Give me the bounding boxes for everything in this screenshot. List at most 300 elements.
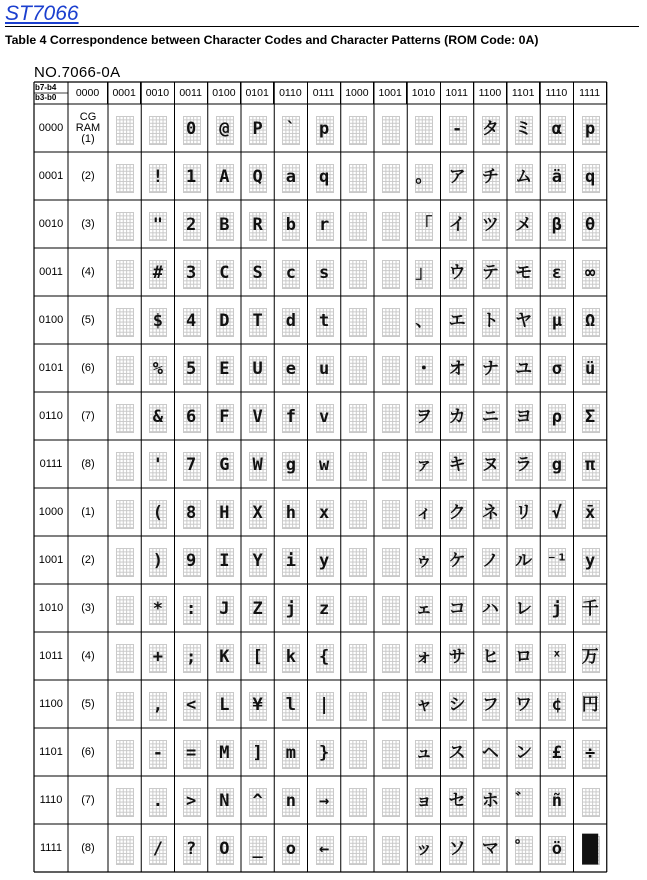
glyph-character: ) [152,551,163,572]
glyph-cell [415,308,433,336]
glyph-cell [282,404,300,432]
glyph-character: = [186,743,197,764]
glyph-character: | [319,695,330,716]
glyph-character: K [219,647,230,668]
glyph-character: G [219,455,230,476]
glyph-character: シ [448,695,466,716]
glyph-character: 」 [415,263,433,284]
glyph-character: ォ [415,647,433,668]
glyph-cell [349,212,367,240]
glyph-cell [183,356,201,384]
header-rule [5,26,639,27]
column-header-1101: 1101 [507,82,540,104]
glyph-cell [548,596,566,624]
glyph-character: ? [186,839,197,860]
glyph-cell [582,212,600,240]
row-code-0110: 0110 [39,410,63,422]
glyph-cell [548,116,566,144]
glyph-character: カ [448,407,466,428]
glyph-cell [515,308,533,336]
glyph-cell [216,260,234,288]
glyph-character: { [319,647,330,668]
glyph-cell [582,308,600,336]
glyph-cell [149,788,167,816]
table-corner [34,82,68,104]
glyph-cell [515,644,533,672]
glyph-cell [183,836,201,864]
glyph-character: N [219,791,230,812]
glyph-cell [349,740,367,768]
glyph-character: 千 [581,599,599,620]
glyph-cell [249,692,267,720]
glyph-cell [548,836,566,864]
glyph-character: ( [152,503,163,524]
glyph-character: ア [448,167,466,188]
table-caption: Table 4 Correspondence between Character Codes and Character Patterns (ROM Code: 0A) [5,33,539,47]
glyph-cell [582,356,600,384]
glyph-cell [149,548,167,576]
glyph-character: ツ [481,215,499,236]
glyph-cell [415,164,433,192]
glyph-cell [382,164,400,192]
glyph-character: n [285,791,296,812]
glyph-cell [183,644,201,672]
glyph-character: ä [551,167,562,188]
glyph-character: ロ [515,647,533,668]
glyph-cell [449,788,467,816]
glyph-character: 0 [186,119,197,140]
row-code-1111: 1111 [39,842,63,854]
glyph-character: r [319,215,330,236]
glyph-character: D [219,311,230,332]
glyph-character: 2 [186,215,197,236]
glyph-cell [216,740,234,768]
glyph-cell [582,596,600,624]
glyph-character: ェ [415,599,433,620]
glyph-cell [482,356,500,384]
glyph-cell [449,740,467,768]
glyph-character: q [585,167,596,188]
glyph-cell [149,356,167,384]
column-header-0110: 0110 [274,82,307,104]
glyph-cell [116,404,134,432]
glyph-cell [548,212,566,240]
glyph-cell [282,788,300,816]
glyph-cell [349,308,367,336]
glyph-cell [282,644,300,672]
glyph-character: セ [448,791,466,812]
glyph-cell [382,644,400,672]
glyph-cell [548,260,566,288]
column-header-0010: 0010 [141,82,174,104]
glyph-character: ¥ [252,695,263,716]
row-code-1011: 1011 [39,650,63,662]
glyph-cell [449,452,467,480]
glyph-cell [382,788,400,816]
glyph-character: I [219,551,230,572]
glyph-character: j [285,599,296,620]
glyph-character: α [551,119,562,140]
glyph-character: ャ [415,695,433,716]
glyph-cell [515,692,533,720]
glyph-cell [249,788,267,816]
glyph-cell [582,740,600,768]
glyph-cell [515,452,533,480]
row-code-0011: 0011 [39,266,63,278]
glyph-character: フ [481,695,499,716]
glyph-character: ソ [448,839,466,860]
glyph-character: " [152,215,163,236]
glyph-character: ^ [252,791,263,812]
glyph-character: ネ [481,503,499,524]
glyph-cell [482,500,500,528]
glyph-cell [249,308,267,336]
glyph-character: 。 [415,167,433,188]
glyph-cell [349,356,367,384]
glyph-character: , [152,695,163,716]
glyph-cell [515,788,533,816]
glyph-character: マ [481,839,499,860]
glyph-cell [183,452,201,480]
glyph-cell [282,308,300,336]
glyph-cell [449,596,467,624]
glyph-character: # [152,263,163,284]
glyph-cell [249,596,267,624]
glyph-cell [249,164,267,192]
glyph-cell [282,356,300,384]
glyph-cell [515,548,533,576]
glyph-cell [482,212,500,240]
glyph-cell [116,692,134,720]
glyph-cell [548,692,566,720]
row-code-1000: 1000 [38,506,64,518]
glyph-character: テ [481,263,499,284]
glyph-cell [183,260,201,288]
row-cg-label: CG RAM (1) [75,110,101,145]
row-cg-label: (4) [81,265,95,278]
glyph-cell [482,692,500,720]
glyph-character: i [285,551,296,572]
glyph-character: ∞ [585,263,596,284]
glyph-character: ö [551,839,562,860]
glyph-character: + [152,647,163,668]
glyph-character: y [585,551,596,572]
glyph-cell [149,452,167,480]
glyph-cell [449,212,467,240]
glyph-cell [349,596,367,624]
glyph-cell [548,356,566,384]
glyph-character: ü [585,359,596,380]
glyph-cell [316,452,334,480]
glyph-character: C [219,263,230,284]
glyph-cell [149,260,167,288]
glyph-cell [482,740,500,768]
glyph-cell [183,596,201,624]
glyph-cell [116,836,134,864]
row-code-1101: 1101 [39,746,63,758]
glyph-character: $ [152,311,163,332]
column-header-0011: 0011 [175,82,208,104]
row-cg-label: (6) [81,361,95,374]
glyph-cell [449,164,467,192]
glyph-character: ¢ [551,695,562,716]
glyph-cell [116,308,134,336]
glyph-cell [149,596,167,624]
glyph-cell [415,260,433,288]
glyph-cell [482,836,500,864]
column-header-0111: 0111 [308,82,341,104]
glyph-cell [249,644,267,672]
glyph-character: μ [551,311,562,332]
glyph-cell [382,356,400,384]
glyph-character: > [186,791,197,812]
glyph-cell [216,212,234,240]
row-code-1100: 1100 [39,698,63,710]
glyph-cell [216,692,234,720]
column-header-1010: 1010 [407,82,440,104]
row-cg-label: (3) [81,601,95,614]
glyph-character: - [452,119,463,140]
glyph-cell [116,644,134,672]
glyph-cell [449,692,467,720]
glyph-character: ! [152,167,163,188]
table-name: NO.7066-0A [34,64,121,81]
glyph-character: ρ [551,407,562,428]
glyph-character: Q [252,167,263,188]
glyph-cell [582,836,600,864]
glyph-character: ⁻¹ [546,551,568,572]
glyph-cell [582,260,600,288]
glyph-cell [149,116,167,144]
glyph-cell [482,308,500,336]
row-cg-label: (2) [81,553,95,566]
glyph-character: ァ [415,455,433,476]
glyph-character: k [285,647,296,668]
glyph-cell [515,500,533,528]
glyph-cell [149,212,167,240]
glyph-cell [582,164,600,192]
glyph-character: エ [448,311,466,332]
glyph-cell [449,836,467,864]
glyph-character: ョ [415,791,433,812]
glyph-cell [482,644,500,672]
glyph-cell [249,260,267,288]
glyph-cell [216,548,234,576]
glyph-cell [183,740,201,768]
glyph-cell [449,404,467,432]
glyph-character: サ [448,647,466,668]
glyph-character: t [319,311,330,332]
glyph-cell [282,548,300,576]
glyph-cell [582,692,600,720]
column-header-0101: 0101 [241,82,274,104]
glyph-cell [316,308,334,336]
row-cg-label: (5) [81,697,95,710]
glyph-character: ュ [415,743,433,764]
glyph-cell [382,692,400,720]
glyph-character: ノ [481,551,499,572]
glyph-cell [482,452,500,480]
glyph-character: リ [515,503,533,524]
glyph-cell [349,116,367,144]
glyph-character: g [551,455,562,476]
glyph-cell [316,740,334,768]
glyph-cell [415,548,433,576]
glyph-character: ; [186,647,197,668]
glyph-character: ε [551,263,562,284]
glyph-cell [548,404,566,432]
glyph-cell [249,212,267,240]
glyph-cell [515,740,533,768]
glyph-cell [183,404,201,432]
glyph-cell [249,740,267,768]
glyph-character: √ [551,503,562,524]
glyph-character: 円 [581,695,599,716]
glyph-character: ハ [481,599,499,620]
glyph-character: ル [515,551,533,572]
row-code-0111: 0111 [39,458,63,470]
glyph-character: 4 [186,311,197,332]
corner-top-label: b7-b4 [35,83,57,92]
glyph-cell [282,260,300,288]
glyph-cell [349,452,367,480]
glyph-character: 3 [186,263,197,284]
glyph-character: p [319,119,330,140]
glyph-character: d [285,311,296,332]
glyph-character: ラ [515,455,533,476]
glyph-character: ス [448,743,466,764]
glyph-cell [382,500,400,528]
glyph-cell [149,836,167,864]
glyph-cell [216,404,234,432]
glyph-cell [415,212,433,240]
glyph-cell [249,116,267,144]
row-cg-label: (7) [81,409,95,422]
glyph-cell [316,596,334,624]
glyph-cell [415,692,433,720]
glyph-character: ケ [448,551,466,572]
glyph-cell [382,548,400,576]
glyph-character: ヒ [481,647,499,668]
glyph-cell [116,212,134,240]
glyph-character: O [219,839,230,860]
glyph-character: ] [252,743,263,764]
glyph-cell [116,596,134,624]
glyph-character: j [551,599,562,620]
glyph-cell [116,740,134,768]
glyph-character: e [285,359,296,380]
glyph-cell [316,836,334,864]
glyph-cell [482,116,500,144]
glyph-cell [449,644,467,672]
glyph-character: → [319,791,330,812]
glyph-cell [282,116,300,144]
glyph-character: h [285,503,296,524]
glyph-cell [482,788,500,816]
glyph-cell [183,788,201,816]
row-code-0001: 0001 [38,170,64,182]
glyph-character: ヌ [481,455,499,476]
glyph-cell [382,452,400,480]
glyph-character: ヲ [415,407,433,428]
glyph-cell [548,644,566,672]
glyph-cell [149,740,167,768]
glyph-character: w [319,455,330,476]
glyph-cell [415,356,433,384]
glyph-cell [415,836,433,864]
glyph-character: ウ [448,263,466,284]
glyph-cell [548,548,566,576]
glyph-character: ッ [415,839,433,860]
glyph-cell [382,404,400,432]
glyph-character: ィ [415,503,433,524]
glyph-character: z [319,599,330,620]
glyph-character: タ [481,119,499,140]
glyph-cell [183,548,201,576]
glyph-character: π [585,455,596,476]
glyph-cell [415,740,433,768]
glyph-character: J [219,599,230,620]
glyph-cell [149,164,167,192]
glyph-character: o [285,839,296,860]
glyph-cell [316,116,334,144]
glyph-character: % [152,359,163,380]
glyph-character: / [152,839,163,860]
row-code-0100: 0100 [38,314,64,326]
glyph-cell [382,212,400,240]
glyph-character: オ [448,359,466,380]
glyph-character: y [319,551,330,572]
glyph-character: Z [252,599,263,620]
glyph-cell [349,644,367,672]
glyph-cell [415,404,433,432]
row-cg-label: (5) [81,313,95,326]
glyph-cell [216,644,234,672]
corner-bottom-label: b3-b0 [35,93,57,102]
glyph-cell [149,500,167,528]
glyph-cell [482,548,500,576]
glyph-cell [415,644,433,672]
glyph-cell [282,740,300,768]
glyph-cell [282,692,300,720]
glyph-character: ゜ [515,839,533,860]
glyph-cell [116,260,134,288]
column-header-1110: 1110 [540,82,573,104]
glyph-cell [183,212,201,240]
glyph-cell [216,596,234,624]
glyph-cell [449,500,467,528]
character-pattern-table [34,82,640,872]
glyph-cell [449,116,467,144]
glyph-character: ワ [515,695,533,716]
row-code-1010: 1010 [38,602,64,614]
glyph-cell [116,452,134,480]
glyph-cell [216,500,234,528]
glyph-character: s [319,263,330,284]
row-cg-label: (7) [81,793,95,806]
glyph-character: Ω [585,311,596,332]
glyph-character: E [219,359,230,380]
glyph-cell [183,500,201,528]
row-cg-label: (2) [81,169,95,182]
glyph-cell [149,308,167,336]
glyph-character: ゥ [415,551,433,572]
glyph-cell [482,596,500,624]
glyph-character: v [319,407,330,428]
glyph-character: ÷ [585,743,596,764]
glyph-cell [482,260,500,288]
glyph-cell [149,692,167,720]
